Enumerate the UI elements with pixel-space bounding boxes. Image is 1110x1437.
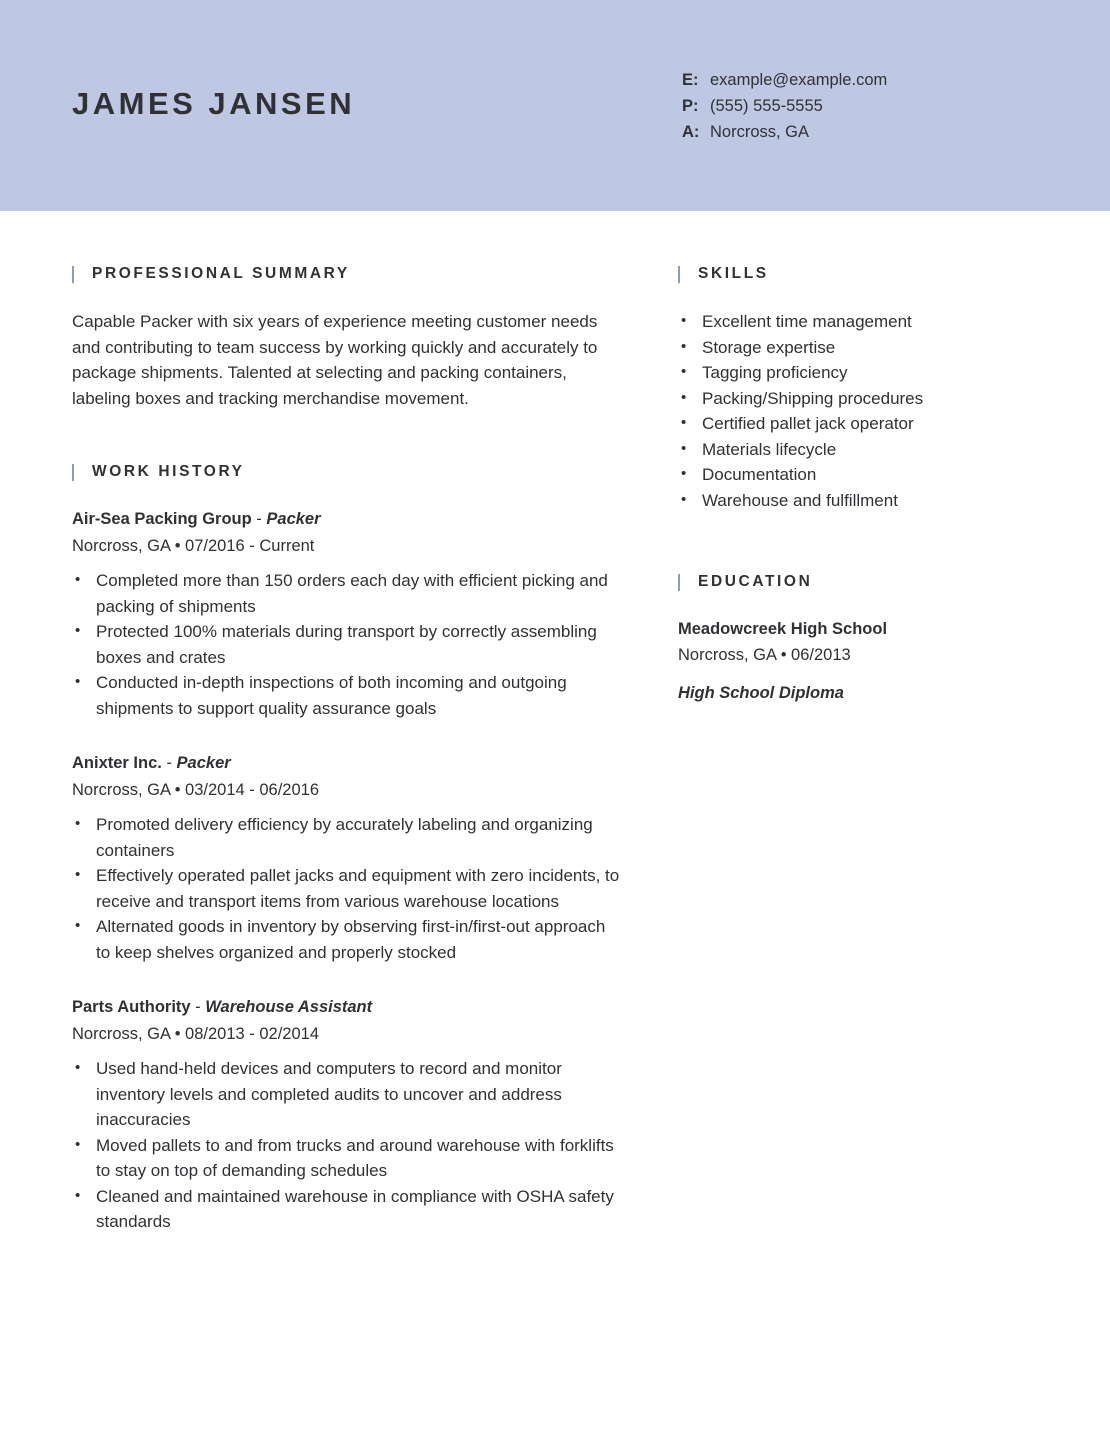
contact-row-phone <box>682 93 1038 119</box>
list-item: • Materials lifecycle <box>678 437 1038 463</box>
contact-row-email <box>682 67 1038 93</box>
contact-row-address <box>682 119 1038 145</box>
resume-header <box>0 0 1110 211</box>
contact-address-label: A: <box>682 122 700 141</box>
work-entry <box>72 751 620 965</box>
education-meta: Norcross, GA • 06/2013 <box>678 646 851 664</box>
resume-body <box>0 211 1110 1265</box>
list-item: • Promoted delivery efficiency by accurately labeling and organizing containers <box>72 812 620 863</box>
section-heading-skills <box>678 265 1038 283</box>
contact-phone-label: P: <box>682 96 699 115</box>
work-entry-meta: Norcross, GA • 03/2014 - 06/2016 <box>72 781 320 799</box>
skills-list <box>678 309 1038 513</box>
work-entry-separator: - <box>190 998 206 1016</box>
section-heading-summary-label: PROFESSIONAL SUMMARY <box>92 265 350 282</box>
right-column <box>620 211 1038 1265</box>
accent-bar-icon <box>678 574 680 591</box>
work-entry-bullets <box>72 1056 620 1235</box>
work-entry-company: Anixter Inc. <box>72 754 162 772</box>
candidate-name: JAMES JANSEN <box>72 85 356 121</box>
work-entry-separator: - <box>161 754 177 772</box>
section-heading-education-label: EDUCATION <box>698 573 813 590</box>
education-entry <box>678 617 1038 705</box>
list-item: • Used hand-held devices and computers to record and monitor inventory levels and completed audits to uncover and address inaccuracies <box>72 1056 620 1133</box>
list-item: • Tagging proficiency <box>678 360 1038 386</box>
education-degree: High School Diploma <box>678 684 844 702</box>
work-entry-company: Parts Authority <box>72 998 191 1016</box>
work-entry-title <box>72 507 620 531</box>
accent-bar-icon <box>72 464 74 481</box>
list-item: • Packing/Shipping procedures <box>678 386 1038 412</box>
list-item: • Warehouse and fulfillment <box>678 488 1038 514</box>
work-entry-role: Packer <box>176 754 231 772</box>
section-heading-work-history <box>72 463 620 481</box>
left-column <box>72 211 620 1265</box>
work-entry-role: Packer <box>266 510 321 528</box>
education-school: Meadowcreek High School <box>678 620 888 638</box>
list-item: • Storage expertise <box>678 335 1038 361</box>
contact-address-value: Norcross, GA <box>710 122 810 141</box>
section-heading-education <box>678 573 1038 591</box>
contact-phone-value: (555) 555-5555 <box>710 96 823 115</box>
work-entry-title <box>72 751 620 775</box>
contact-info <box>682 67 1038 145</box>
contact-email-label: E: <box>682 70 699 89</box>
work-entry-role: Warehouse Assistant <box>205 998 373 1016</box>
work-entry-meta: Norcross, GA • 08/2013 - 02/2014 <box>72 1025 320 1043</box>
section-heading-summary <box>72 265 620 283</box>
list-item: • Documentation <box>678 462 1038 488</box>
work-entry-bullets <box>72 812 620 965</box>
list-item: • Excellent time management <box>678 309 1038 335</box>
list-item: • Alternated goods in inventory by observing first-in/first-out approach to keep shelves organized and properly stocked <box>72 914 620 965</box>
accent-bar-icon <box>72 266 74 283</box>
contact-email-value: example@example.com <box>710 70 888 89</box>
work-entry-separator: - <box>251 510 267 528</box>
section-heading-work-history-label: WORK HISTORY <box>92 463 245 480</box>
list-item: • Conducted in-depth inspections of both incoming and outgoing shipments to support quality assurance goals <box>72 670 620 721</box>
section-heading-skills-label: SKILLS <box>698 265 769 282</box>
work-entry <box>72 995 620 1235</box>
work-entry-bullets <box>72 568 620 721</box>
list-item: • Certified pallet jack operator <box>678 411 1038 437</box>
work-entry-meta: Norcross, GA • 07/2016 - Current <box>72 537 315 555</box>
list-item: • Moved pallets to and from trucks and around warehouse with forklifts to stay on top of demanding schedules <box>72 1133 620 1184</box>
list-item: • Effectively operated pallet jacks and equipment with zero incidents, to receive and transport items from various warehouse locations <box>72 863 620 914</box>
summary-text: Capable Packer with six years of experience meeting customer needs and contributing to team success by working quickly and accurately to package shipments. Talented at selecting and packing containers, labeling boxes and tracking merchandise movement. <box>72 312 598 408</box>
list-item: • Protected 100% materials during transport by correctly assembling boxes and crates <box>72 619 620 670</box>
list-item: • Completed more than 150 orders each day with efficient picking and packing of shipments <box>72 568 620 619</box>
accent-bar-icon <box>678 266 680 283</box>
work-entry-title <box>72 995 620 1019</box>
work-entry <box>72 507 620 721</box>
work-entry-company: Air-Sea Packing Group <box>72 510 252 528</box>
list-item: • Cleaned and maintained warehouse in compliance with OSHA safety standards <box>72 1184 620 1235</box>
